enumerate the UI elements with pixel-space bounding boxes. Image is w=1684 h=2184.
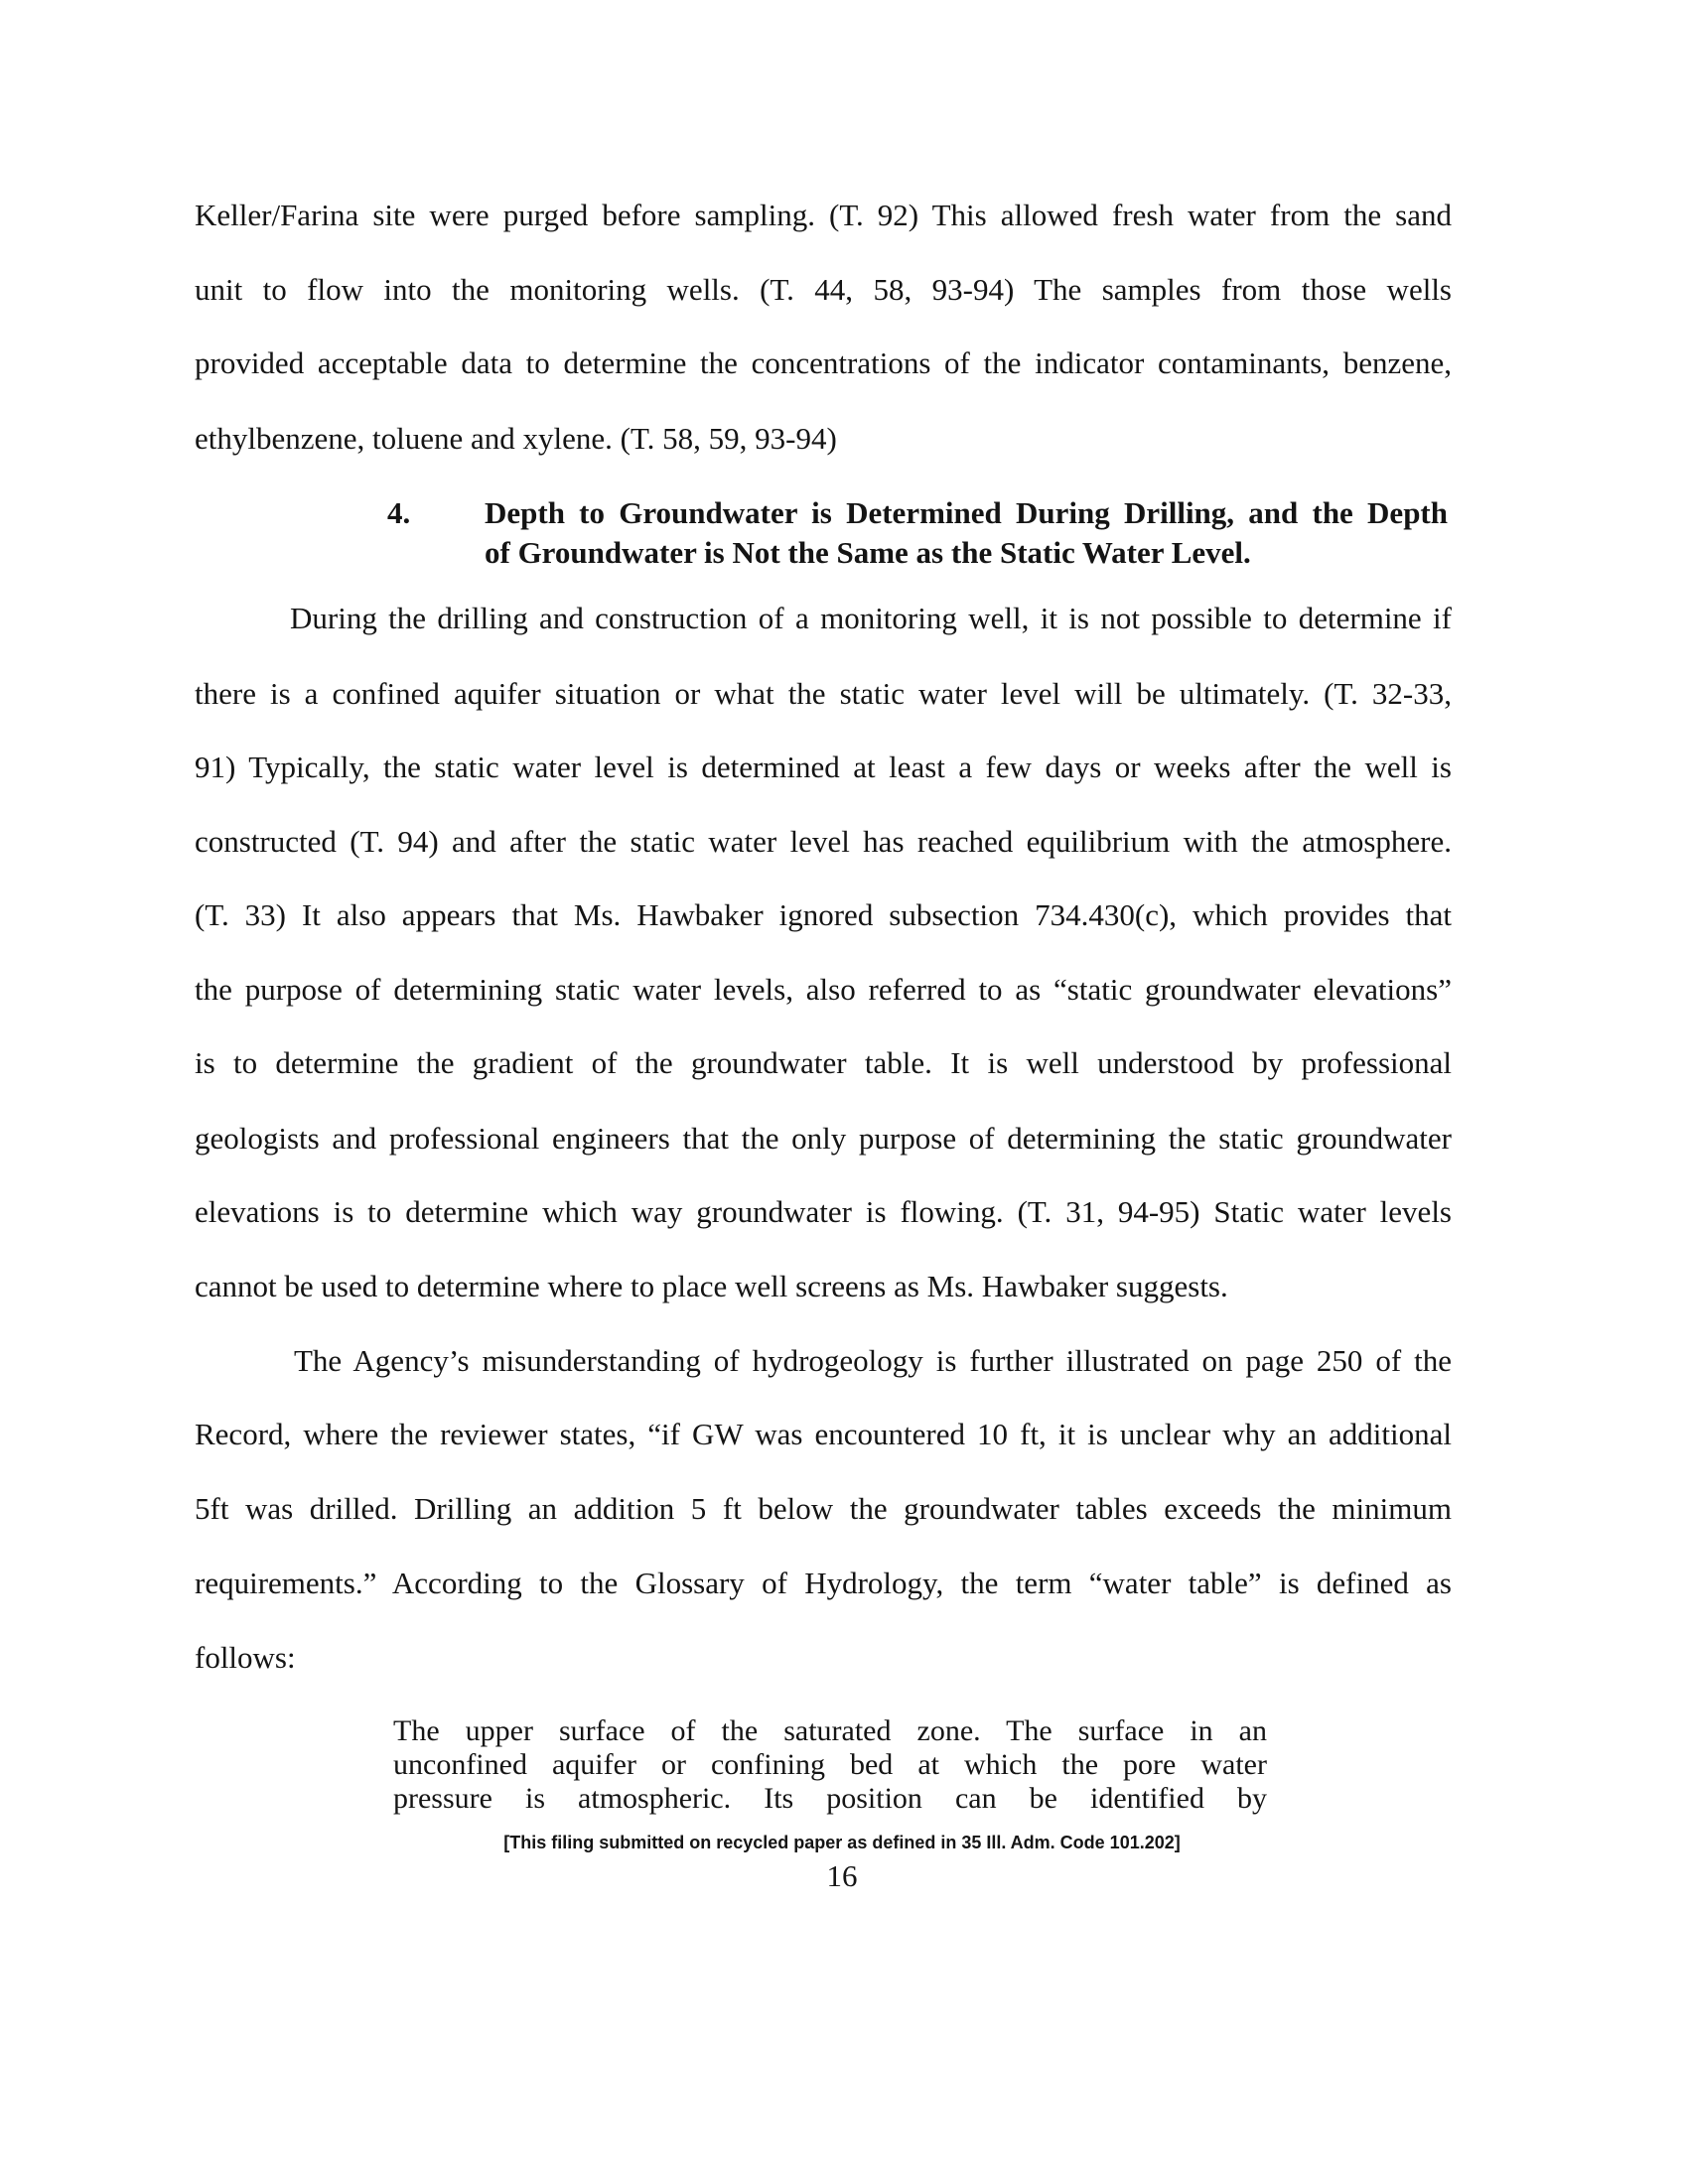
text-line: requirements.” According to the Glossary of Hydrology, the term “water table” is defined as xyxy=(195,1566,1452,1600)
text-line: follows: xyxy=(195,1640,296,1675)
text-line: geologists and professional engineers that the only purpose of determining the static groundwater xyxy=(195,1121,1452,1156)
text-line: provided acceptable data to determine the concentrations of the indicator contaminants, benzene, xyxy=(195,345,1452,380)
section-number: 4. xyxy=(387,495,411,530)
text-line: (T. 33) It also appears that Ms. Hawbaker ignored subsection 734.430(c), which provides that xyxy=(195,897,1452,932)
section-heading xyxy=(485,493,1448,573)
section-heading-line: Depth to Groundwater is Determined During Drilling, and the Depth xyxy=(485,495,1448,530)
quote-line: The upper surface of the saturated zone. The surface in an xyxy=(393,1714,1267,1747)
text-line: 5ft was drilled. Drilling an addition 5 ft below the groundwater tables exceeds the minimum xyxy=(195,1491,1452,1526)
text-line: During the drilling and construction of a monitoring well, it is not possible to determine if xyxy=(290,601,1452,635)
quote-line: unconfined aquifer or confining bed at which the pore water xyxy=(393,1748,1267,1781)
text-line: cannot be used to determine where to place well screens as Ms. Hawbaker suggests. xyxy=(195,1269,1228,1303)
text-line: the purpose of determining static water levels, also referred to as “static groundwater elevations” xyxy=(195,972,1452,1007)
text-line: Record, where the reviewer states, “if GW was encountered 10 ft, it is unclear why an additional xyxy=(195,1417,1452,1451)
quote-line: pressure is atmospheric. Its position can be identified by xyxy=(393,1782,1267,1815)
text-line: ethylbenzene, toluene and xylene. (T. 58, 59, 93-94) xyxy=(195,421,837,456)
section-heading-line: of Groundwater is Not the Same as the Static Water Level. xyxy=(485,535,1251,570)
text-line: The Agency’s misunderstanding of hydrogeology is further illustrated on page 250 of the xyxy=(294,1343,1452,1378)
text-line: there is a confined aquifer situation or what the static water level will be ultimately. (T. 32-33, xyxy=(195,676,1452,711)
text-line: Keller/Farina site were purged before sampling. (T. 92) This allowed fresh water from the sand xyxy=(195,198,1452,232)
text-line: unit to flow into the monitoring wells. (T. 44, 58, 93-94) The samples from those wells xyxy=(195,272,1452,307)
text-line: constructed (T. 94) and after the static water level has reached equilibrium with the atmosphere. xyxy=(195,824,1452,859)
recycled-paper-note: [This filing submitted on recycled paper as defined in 35 Ill. Adm. Code 101.202] xyxy=(503,1833,1181,1852)
text-line: is to determine the gradient of the groundwater table. It is well understood by professional xyxy=(195,1045,1452,1080)
page-number: 16 xyxy=(826,1858,858,1893)
text-line: elevations is to determine which way groundwater is flowing. (T. 31, 94-95) Static water levels xyxy=(195,1194,1452,1229)
text-line: 91) Typically, the static water level is determined at least a few days or weeks after the well is xyxy=(195,750,1452,784)
